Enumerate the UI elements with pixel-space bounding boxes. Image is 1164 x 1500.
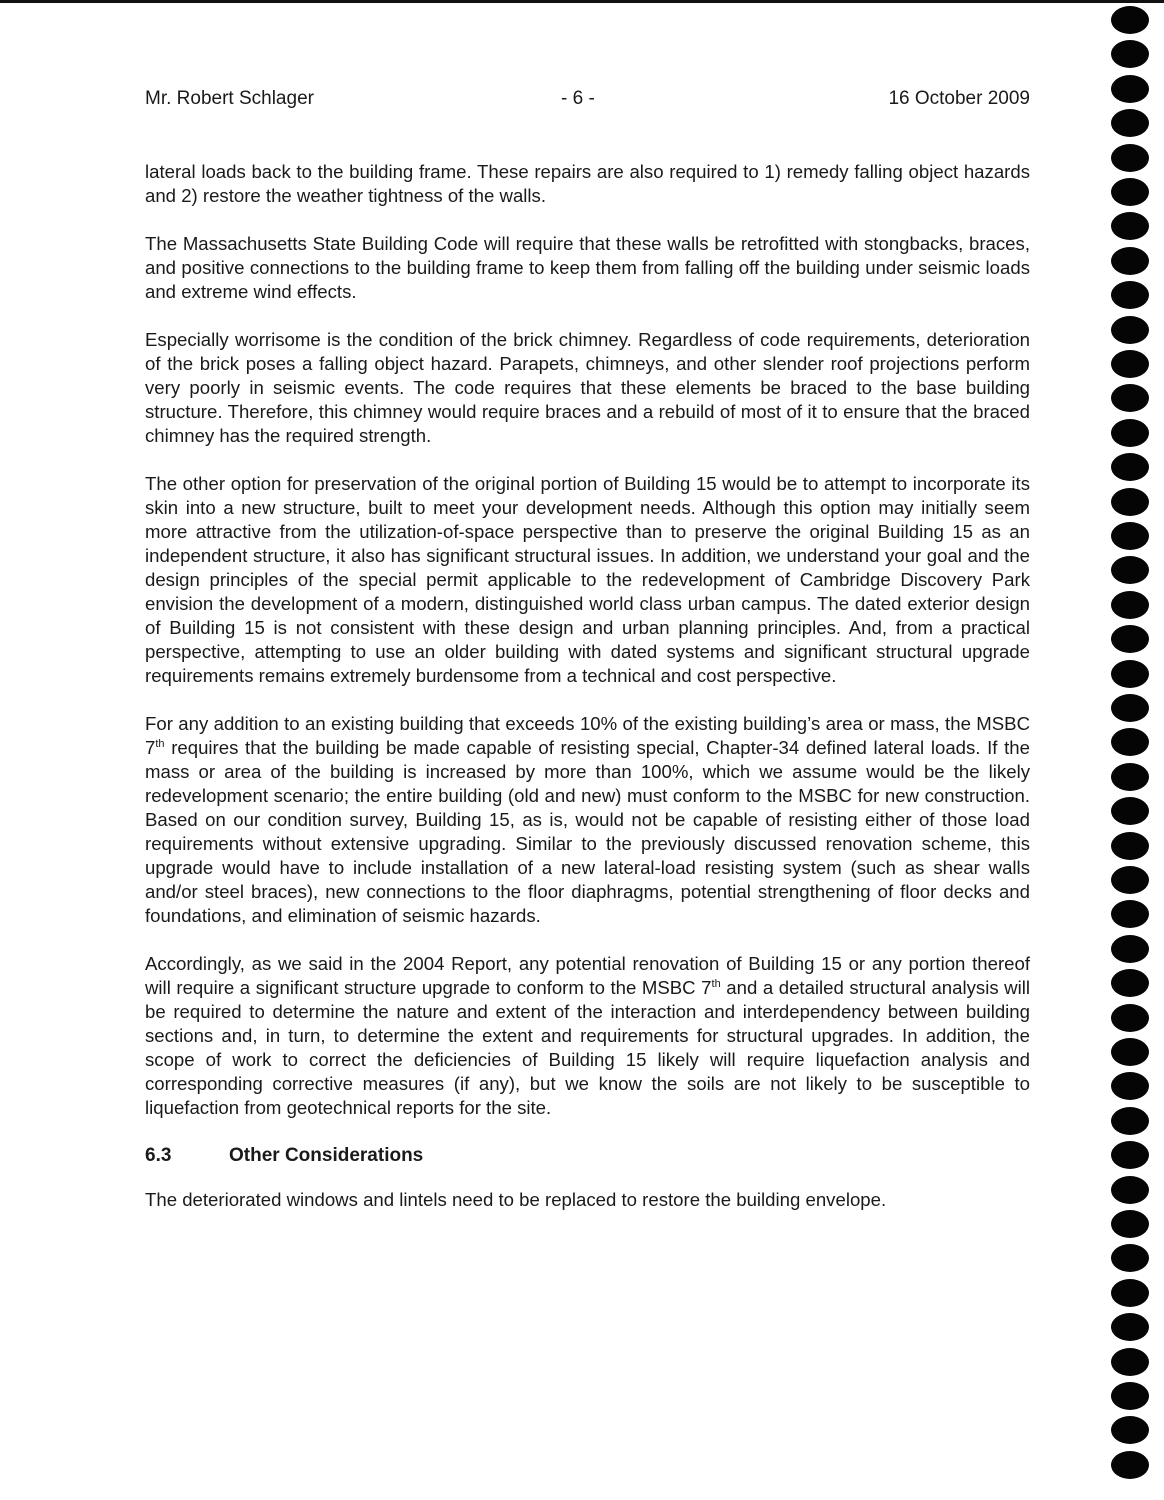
binding-hole (1111, 40, 1149, 68)
binding-hole (1111, 556, 1149, 584)
binding-hole (1111, 178, 1149, 206)
binding-hole (1111, 728, 1149, 756)
header-recipient: Mr. Robert Schlager (145, 88, 314, 109)
paragraph-3: Especially worrisome is the condition of the brick chimney. Regardless of code requirements, deterioration of the brick poses a falling object hazard. Parapets, chimneys, and other slender roof projections perform very poorly in seismic events. The code requires that these elements be braced to the base building structure. Therefore, this chimney would require braces and a rebuild of most of it to ensure that the braced chimney has the required strength. (145, 329, 1030, 446)
paragraph-5 (145, 712, 1030, 928)
binding-hole (1111, 1244, 1149, 1272)
binding-hole (1111, 384, 1149, 412)
binding-hole (1111, 1004, 1149, 1032)
binding-hole (1111, 281, 1149, 309)
binding-hole (1111, 1416, 1149, 1444)
paragraph-5-text-b: requires that the building be made capable of resisting special, Chapter-34 defined lateral loads. If the mass or area of the building is increased by more than 100%, which we assume would be the likely redevelopment scenario; the entire building (old and new) must conform to the MSBC for new construction. Based on our condition survey, Building 15, as is, would not be capable of resisting either of those load requirements without extensive upgrading. Similar to the previously discussed renovation scheme, this upgrade would have to include installation of a new lateral-load resisting system (such as shear walls and/or steel braces), new connections to the floor diaphragms, potential strengthening of floor decks and foundations, and elimination of seismic hazards. (145, 737, 1030, 926)
binding-hole (1111, 1210, 1149, 1238)
binding-hole (1111, 1038, 1149, 1066)
binding-hole (1111, 350, 1149, 378)
binding-hole (1111, 488, 1149, 516)
section-heading (145, 1144, 1030, 1168)
paragraph-2: The Massachusetts State Building Code will require that these walls be retrofitted with stongbacks, braces, and positive connections to the building frame to keep them from falling off the building under seismic loads and extreme wind effects. (145, 233, 1030, 302)
binding-hole (1111, 6, 1149, 34)
top-border (0, 0, 1164, 3)
binding-hole (1111, 832, 1149, 860)
binding-hole (1111, 1451, 1149, 1479)
section-number: 6.3 (145, 1145, 172, 1166)
binding-hole (1111, 1348, 1149, 1376)
binding-hole (1111, 935, 1149, 963)
header-date: 16 October 2009 (888, 88, 1030, 109)
binding-hole (1111, 763, 1149, 791)
paragraph-4: The other option for preservation of the original portion of Building 15 would be to attempt to incorporate its skin into a new structure, built to meet your development needs. Although this option may initially seem more attractive from the utilization-of-space perspective than to preserve the original Building 15 as an independent structure, it also has significant structural issues. In addition, we understand your goal and the design principles of the special permit applicable to the redevelopment of Cambridge Discovery Park envision the development of a modern, distinguished world class urban campus. The dated exterior design of Building 15 is not consistent with these design and urban planning principles. And, from a practical perspective, attempting to use an older building with dated systems and significant structural upgrade requirements remains extremely burdensome from a technical and cost perspective. (145, 473, 1030, 686)
paragraph-5-superscript: th (155, 737, 165, 750)
paragraph-6-superscript: th (711, 977, 721, 990)
section-body: The deteriorated windows and lintels need to be replaced to restore the building envelope. (145, 1189, 887, 1210)
binding-hole (1111, 625, 1149, 653)
binding-hole (1111, 247, 1149, 275)
paragraph-6 (145, 952, 1030, 1120)
binding-hole (1111, 660, 1149, 688)
binding-hole (1111, 1107, 1149, 1135)
binding-hole (1111, 453, 1149, 481)
binding-hole (1111, 1141, 1149, 1169)
binding-hole (1111, 316, 1149, 344)
binding-hole (1111, 797, 1149, 825)
paragraph-5-text-a: For any addition to an existing building that exceeds 10% of the existing building’s area or mass, the MSBC 7 (145, 713, 1030, 758)
letter-body (145, 160, 1030, 1236)
binding-hole (1111, 109, 1149, 137)
section-title: Other Considerations (229, 1145, 424, 1166)
binding-hole (1111, 591, 1149, 619)
binding-holes (1094, 0, 1164, 1500)
binding-hole (1111, 900, 1149, 928)
header-page-number: - 6 - (561, 88, 595, 109)
binding-hole (1111, 694, 1149, 722)
page-header (145, 88, 1030, 118)
paragraph-1: lateral loads back to the building frame. These repairs are also required to 1) remedy falling object hazards and 2) restore the weather tightness of the walls. (145, 161, 1030, 206)
binding-hole (1111, 419, 1149, 447)
binding-hole (1111, 1279, 1149, 1307)
binding-hole (1111, 75, 1149, 103)
binding-hole (1111, 866, 1149, 894)
paragraph-6-text-a: Accordingly, as we said in the 2004 Report, any potential renovation of Building 15 or any portion thereof will require a significant structure upgrade to conform to the MSBC 7 (145, 953, 1030, 998)
binding-hole (1111, 1313, 1149, 1341)
binding-hole (1111, 1072, 1149, 1100)
binding-hole (1111, 1382, 1149, 1410)
binding-hole (1111, 522, 1149, 550)
binding-hole (1111, 212, 1149, 240)
paragraph-6-text-b: and a detailed structural analysis will be required to determine the nature and extent of the interaction and interdependency between building sections and, in turn, to determine the extent and requirements for structural upgrades. In addition, the scope of work to correct the deficiencies of Building 15 likely will require liquefaction analysis and corresponding corrective measures (if any), but we know the soils are not likely to be susceptible to liquefaction from geotechnical reports for the site. (145, 977, 1030, 1118)
binding-hole (1111, 144, 1149, 172)
binding-hole (1111, 1176, 1149, 1204)
binding-hole (1111, 969, 1149, 997)
